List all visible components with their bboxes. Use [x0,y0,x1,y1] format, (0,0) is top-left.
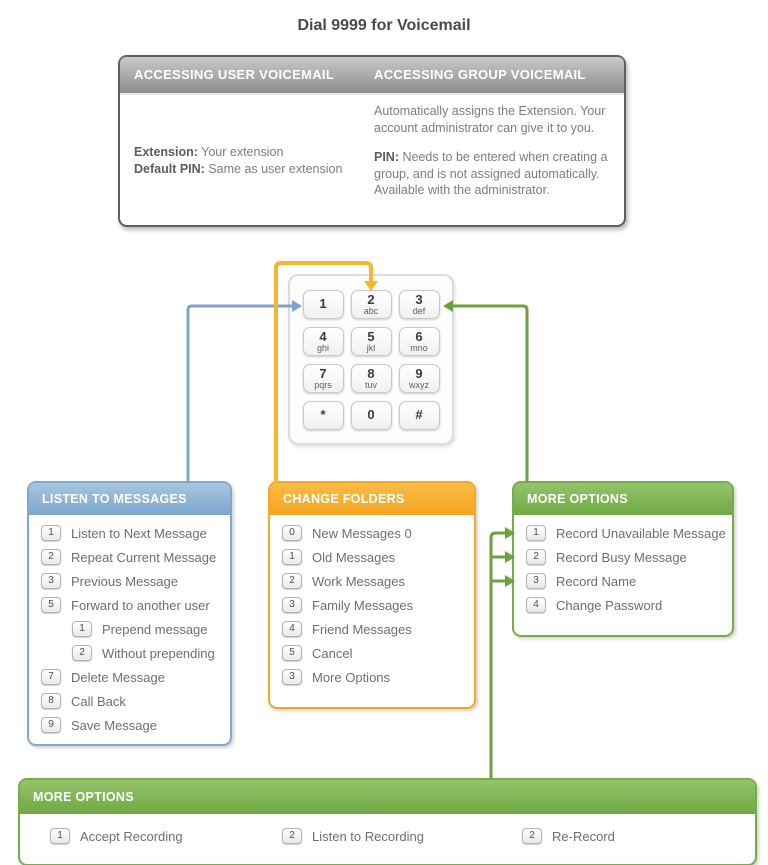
listen-panel-header: LISTEN TO MESSAGES [29,483,230,515]
key-letters: tuv [364,379,377,390]
list-item [282,645,474,661]
key-badge: 2 [522,828,542,844]
group-voicemail-info [374,103,616,199]
key-letters: wxyz [409,379,429,390]
pin-text: Needs to be entered when creating a group, and is not assigned automatically. Available with the administrator. [374,150,608,197]
keypad-button-3 [399,290,440,319]
more-options-body [514,515,732,613]
key-badge: 3 [41,573,61,589]
key-number: 0 [367,407,375,422]
list-item [50,828,183,844]
list-item [41,597,230,613]
listen-to-messages-panel [27,481,232,746]
list-item [282,549,474,565]
list-item-label: Family Messages [312,597,414,613]
key-number: 7 [319,365,327,381]
key-number: 5 [367,328,375,344]
list-item [41,573,230,589]
extension-line [134,145,366,159]
key-badge: 5 [282,645,302,661]
key-badge: 9 [41,717,61,733]
key-badge: 3 [526,573,546,589]
keypad-button-7 [303,364,344,393]
key-letters: ghi [316,342,329,353]
list-item-label: Listen to Next Message [71,525,207,541]
key-number: 1 [319,296,327,311]
keypad-button-2 [351,290,392,319]
keypad-button-4 [303,327,344,356]
list-item-label: Cancel [312,645,353,661]
key-badge: 2 [41,549,61,565]
extension-value: Your extension [197,144,284,159]
key-letters: pqrs [314,379,332,390]
change-folders-panel [268,481,476,709]
list-item-label: Forward to another user [71,597,210,613]
key-letters: jkl [366,342,376,353]
default-pin-label: Default PIN: [134,161,205,176]
group-pin-paragraph [374,149,616,199]
list-item-label: Accept Recording [80,828,183,844]
list-item-label: Record Unavailable Message [556,525,726,541]
list-item [41,549,230,565]
list-item [282,621,474,637]
key-badge: 1 [41,525,61,541]
page-title: Dial 9999 for Voicemail [297,17,471,34]
list-item [522,828,615,844]
default-pin-value: Same as user extension [204,161,343,176]
list-item-label: Record Name [556,573,637,589]
list-item [41,525,230,541]
key-number: 6 [415,328,423,344]
pin-label: PIN: [374,150,399,164]
list-item-label: Old Messages [312,549,396,565]
list-item [526,597,732,613]
user-voicemail-info [134,95,366,225]
keypad-button-star [303,401,344,430]
list-item [526,549,732,565]
keypad-button-1 [303,290,344,319]
list-item-label: Previous Message [71,573,178,589]
key-number: 4 [319,328,327,344]
keypad-button-8 [351,364,392,393]
list-subitem [72,621,230,637]
key-number: # [415,407,423,422]
key-number: 9 [415,365,423,381]
key-badge: 1 [282,549,302,565]
key-badge: 2 [72,645,92,661]
list-item-label: Save Message [71,717,157,733]
key-badge: 1 [50,828,70,844]
key-badge: 1 [526,525,546,541]
list-item-label: New Messages 0 [312,525,412,541]
group-voicemail-heading: ACCESSING GROUP VOICEMAIL [374,67,586,82]
user-voicemail-heading: ACCESSING USER VOICEMAIL [134,67,335,82]
list-item [282,525,474,541]
key-badge: 0 [282,525,302,541]
listen-connector-line [188,306,292,481]
list-item [41,717,230,733]
key-number: 8 [367,365,375,381]
list-subitem [72,645,230,661]
keypad-button-5 [351,327,392,356]
extension-label: Extension: [134,144,198,159]
list-item-label: Work Messages [312,573,405,589]
list-item [526,525,732,541]
recording-options-panel [18,778,757,865]
list-item [282,669,474,685]
folders-panel-header: CHANGE FOLDERS [270,483,474,515]
more-options-header: MORE OPTIONS [514,483,732,515]
key-badge: 1 [72,621,92,637]
keypad-button-6 [399,327,440,356]
key-badge: 7 [41,669,61,685]
key-letters: mno [410,342,428,353]
phone-keypad [288,274,454,445]
key-badge: 3 [282,669,302,685]
key-number: 3 [415,291,423,307]
key-number: * [320,407,326,422]
more-options-panel [512,481,734,637]
folders-panel-body [270,515,474,685]
list-item-label: Repeat Current Message [71,549,217,565]
key-badge: 2 [282,573,302,589]
list-item-label: Record Busy Message [556,549,687,565]
key-badge: 4 [282,621,302,637]
list-item-label: Change Password [556,597,663,613]
list-item-label: Listen to Recording [312,828,425,844]
key-badge: 4 [526,597,546,613]
key-badge: 5 [41,597,61,613]
list-item-label: Without prepending [102,645,215,661]
keypad-button-pound [399,401,440,430]
list-item-label: Re-Record [552,828,615,844]
list-item-label: Friend Messages [312,621,412,637]
key-letters: def [412,305,426,316]
key-number: 2 [367,291,375,307]
more-options-connector-line [453,306,527,481]
key-letters: abc [363,305,379,316]
key-badge: 2 [526,549,546,565]
group-extension-paragraph: Automatically assigns the Extension. Your account administrator can give it to you. [374,104,606,135]
list-item-label: Prepend message [102,621,208,637]
recording-options-body [20,814,755,860]
list-item [282,573,474,589]
list-item [526,573,732,589]
list-item [282,597,474,613]
list-item [41,693,230,709]
list-item [282,828,424,844]
key-badge: 3 [282,597,302,613]
list-item [41,669,230,685]
keypad-button-0 [351,401,392,430]
recording-options-header: MORE OPTIONS [20,780,755,814]
list-item-label: More Options [312,669,391,685]
default-pin-line [134,162,366,176]
key-badge: 2 [282,828,302,844]
info-panel-header [120,57,624,95]
list-item-label: Delete Message [71,669,165,685]
listen-panel-body [29,515,230,733]
keypad-button-9 [399,364,440,393]
list-item-label: Call Back [71,693,126,709]
info-panel-body [120,95,624,225]
branch-connector-line [491,533,505,778]
accessing-voicemail-panel [118,55,626,227]
key-badge: 8 [41,693,61,709]
